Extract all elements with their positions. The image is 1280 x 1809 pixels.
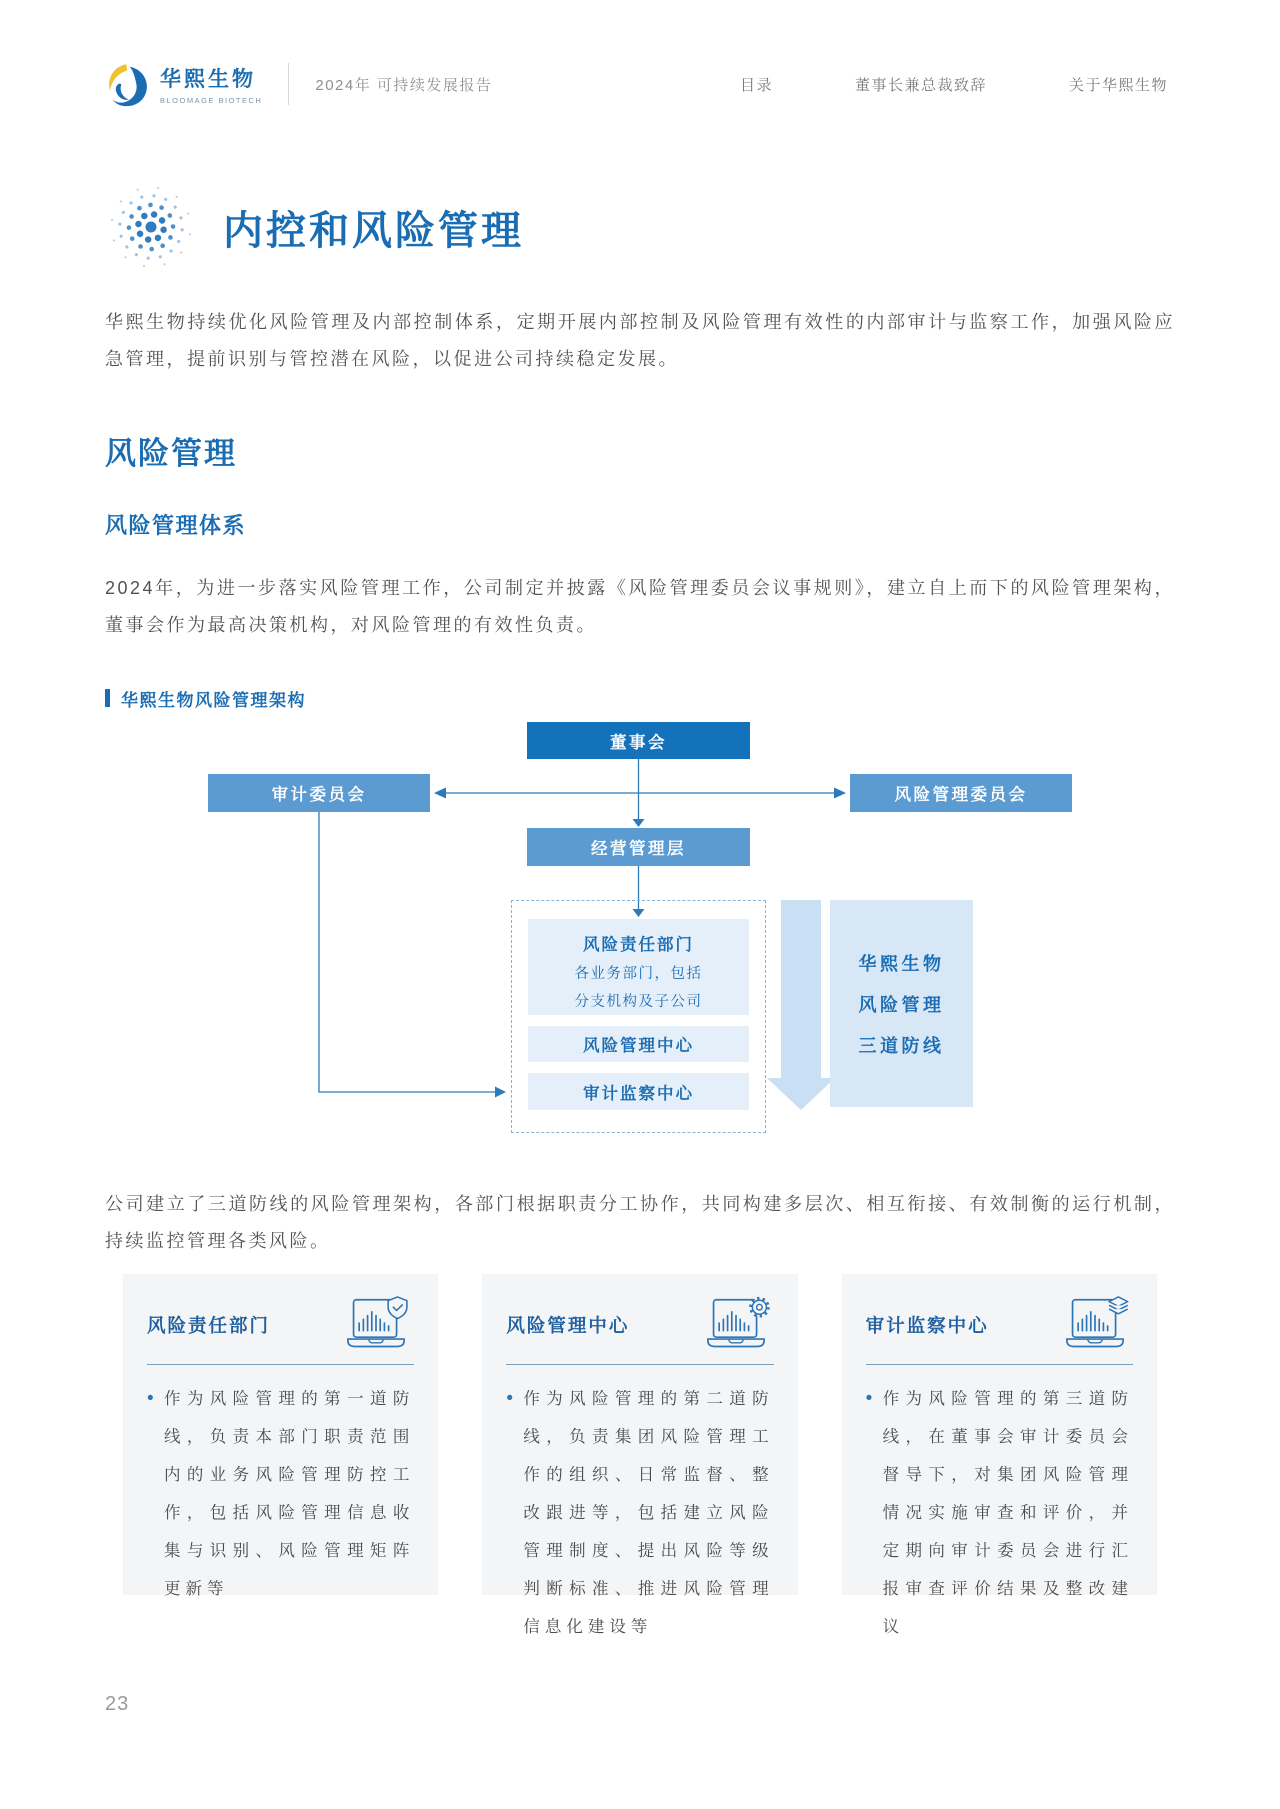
nav-item-about-company[interactable]: 关于华熙生物 [1068, 76, 1168, 94]
defense-line-text-2: 风险管理 [858, 994, 945, 1015]
card-bullet-item [147, 1380, 414, 1608]
card-risk-center [482, 1274, 797, 1636]
risk-governance-diagram [105, 708, 1175, 1148]
card-header [866, 1296, 1133, 1354]
card-divider [506, 1364, 773, 1365]
card-audit-center [842, 1274, 1157, 1636]
logo-text [160, 63, 262, 105]
card-bullet-item [866, 1380, 1133, 1646]
company-logo [105, 58, 262, 110]
card-title: 风险管理中心 [506, 1315, 630, 1336]
header-nav [740, 74, 1168, 95]
subsection-heading-risk-system: 风险管理体系 [105, 513, 247, 538]
page-title: 内控和风险管理 [223, 208, 524, 253]
bullet-dot-icon [147, 1380, 164, 1608]
diagram-box-audit-center: 审计监察中心 [528, 1073, 749, 1110]
card-title: 风险责任部门 [147, 1315, 271, 1336]
defense-line-text-1: 华熙生物 [858, 953, 945, 974]
nav-item-chairman-message[interactable]: 董事长兼总裁致辞 [854, 76, 987, 94]
page-header [0, 0, 1280, 110]
bullet-dot-icon [506, 1380, 523, 1646]
big-down-arrow-icon [781, 900, 821, 1078]
dotted-sphere-icon [105, 181, 197, 273]
label-accent-bar [105, 689, 110, 707]
card-risk-departments [123, 1274, 438, 1598]
card-divider [866, 1364, 1133, 1365]
diagram-label-text: 华熙生物风险管理架构 [121, 690, 306, 710]
risk-departments-title: 风险责任部门 [583, 936, 694, 954]
risk-departments-sub2: 分支机构及子公司 [574, 994, 703, 1010]
three-defense-lines-box [830, 900, 973, 1107]
page-number: 23 [105, 1693, 130, 1715]
laptop-chart-gear-icon [698, 1296, 774, 1354]
risk-system-paragraph: 2024年，为进一步落实风险管理工作，公司制定并披露《风险管理委员会议事规则》，建立自上而下的风险管理架构，董事会作为最高决策机构，对风险管理的有效性负责。 [105, 578, 1175, 635]
card-header [506, 1296, 773, 1354]
card-divider [147, 1364, 414, 1365]
laptop-chart-shield-icon [338, 1296, 414, 1354]
bullet-dot-icon [866, 1380, 883, 1646]
diagram-box-management: 经营管理层 [527, 828, 750, 866]
diagram-box-risk-center: 风险管理中心 [528, 1026, 749, 1062]
diagram-label [105, 688, 1280, 708]
header-divider [288, 63, 289, 105]
risk-departments-sub1: 各业务部门，包括 [574, 966, 703, 982]
logo-company-name: 华熙生物 [160, 68, 256, 91]
card-title: 审计监察中心 [865, 1315, 989, 1336]
card-header [147, 1296, 414, 1354]
logo-company-subtitle: BLOOMAGE BIOTECH [160, 96, 263, 105]
nav-item-toc[interactable]: 目录 [739, 76, 773, 94]
chapter-title-row [105, 180, 1280, 274]
diagram-box-risk-committee: 风险管理委员会 [850, 774, 1072, 812]
section-heading-risk-management: 风险管理 [105, 436, 237, 471]
card-body-text: 作为风险管理的第三道防线，在董事会审计委员会督导下，对集团风险管理情况实施审查和评价，并定期向审计委员会进行汇报审查评价结果及整改建议 [882, 1390, 1133, 1636]
report-title: 2024年 可持续发展报告 [315, 76, 493, 94]
laptop-chart-layers-icon [1057, 1296, 1133, 1354]
card-bullet-item [506, 1380, 773, 1646]
diagram-box-audit-committee: 审计委员会 [208, 774, 430, 812]
card-body-text: 作为风险管理的第二道防线，负责集团风险管理工作的组织、日常监督、整改跟进等，包括建立风险管理制度、提出风险等级判断标准、推进风险管理信息化建设等 [523, 1390, 774, 1636]
intro-paragraph: 华熙生物持续优化风险管理及内部控制体系，定期开展内部控制及风险管理有效性的内部审计与监察工作，加强风险应急管理，提前识别与管控潜在风险，以促进公司持续稳定发展。 [105, 312, 1175, 369]
card-body-text: 作为风险管理的第一道防线，负责本部门职责范围内的业务风险管理防控工作，包括风险管理信息收集与识别、风险管理矩阵更新等 [164, 1390, 415, 1598]
defense-line-cards [123, 1274, 1157, 1636]
bloomage-logo-icon [105, 58, 151, 110]
big-down-arrow-head [767, 1078, 835, 1110]
diagram-box-board: 董事会 [527, 722, 750, 759]
diagram-box-risk-departments [528, 919, 749, 1015]
three-lines-paragraph: 公司建立了三道防线的风险管理架构，各部门根据职责分工协作，共同构建多层次、相互衔接、有效制衡的运行机制，持续监控管理各类风险。 [105, 1194, 1175, 1251]
defense-line-text-3: 三道防线 [858, 1035, 945, 1056]
